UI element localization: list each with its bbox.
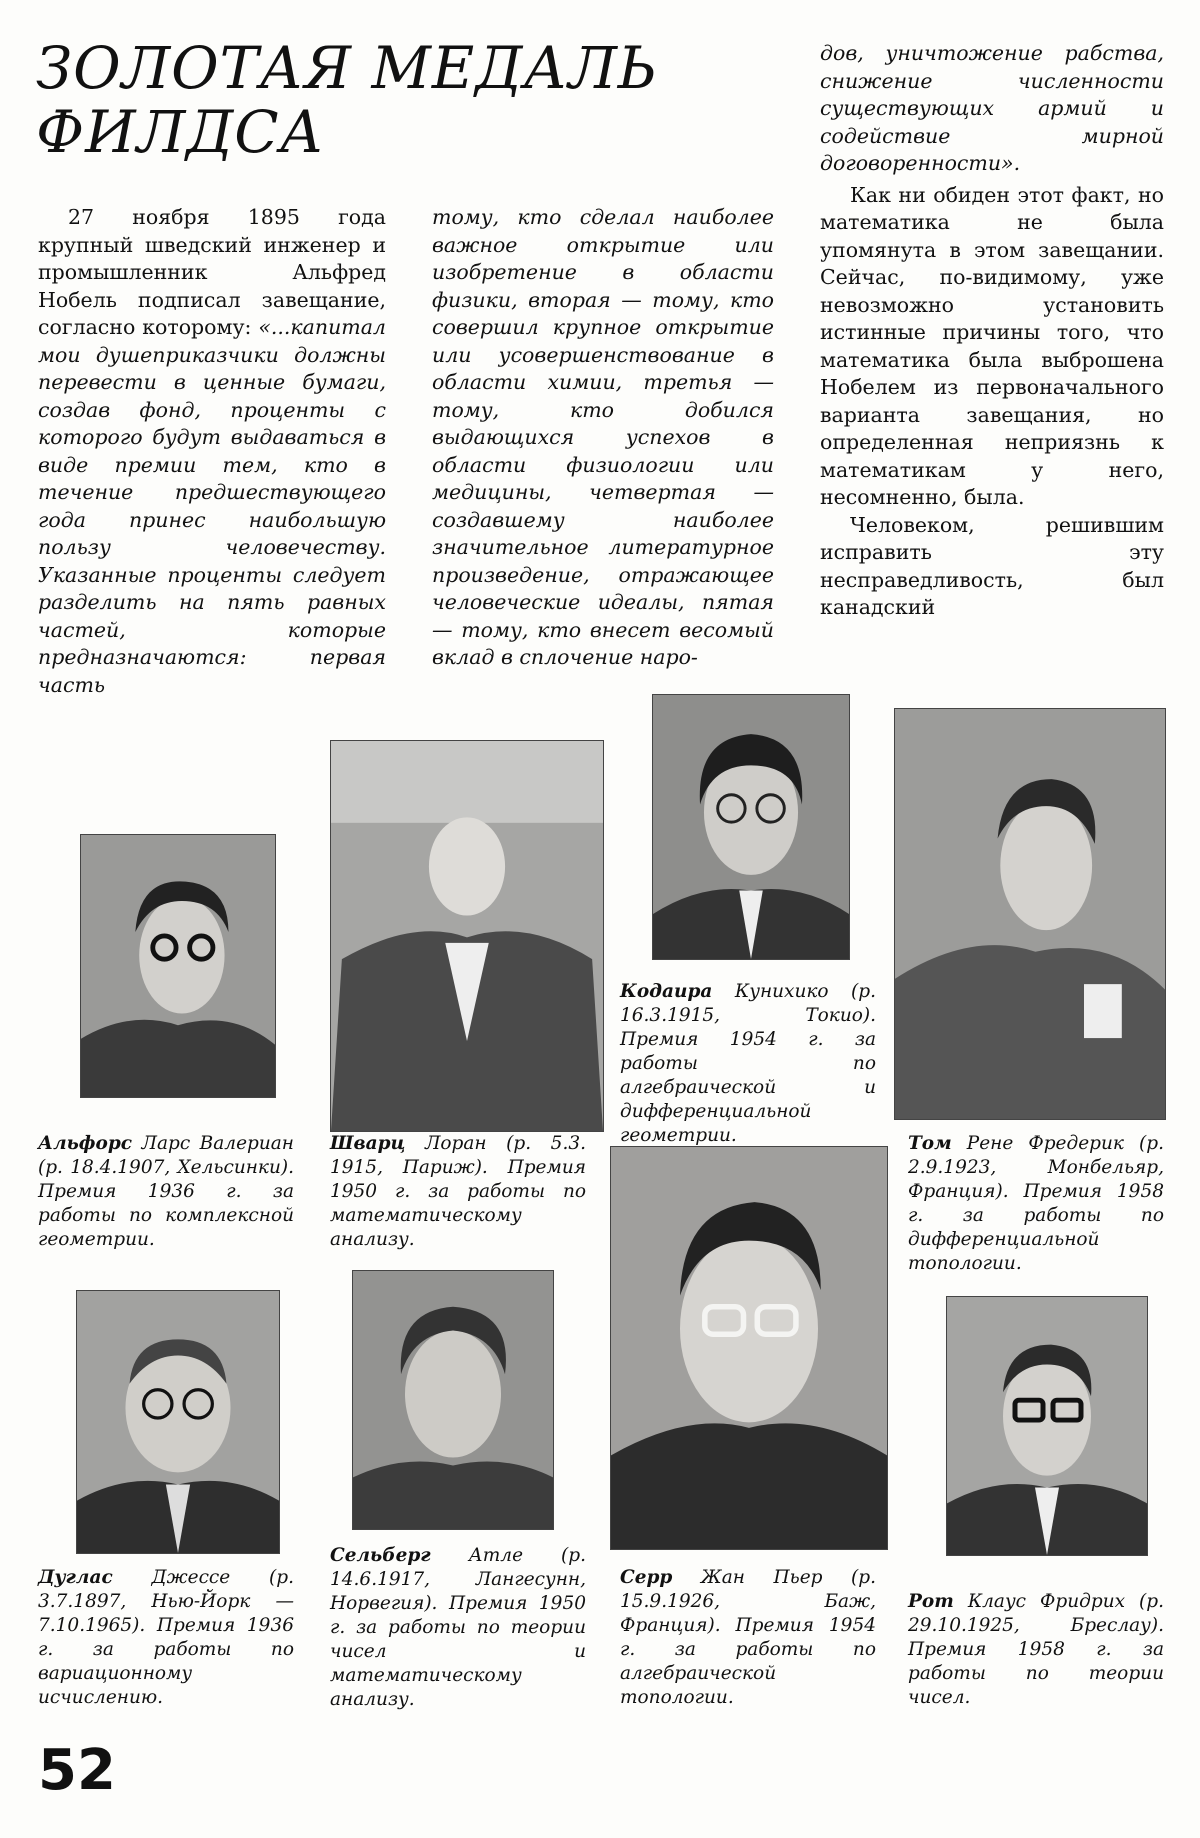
caption-ahlfors [38,1132,294,1252]
text-column-1 [38,204,386,699]
paragraph-correction: Человеком, решившим исправить эту несправедливость, был канадский [820,512,1164,619]
caption-schwartz [330,1132,586,1252]
caption-text: Рене Фредерик (р. 2.9.1923, Монбельяр, Франция). Премия 1958 г. за работы по дифференциальной топологии. [908,1133,1164,1274]
caption-name: Серр [620,1567,673,1588]
caption-thom [908,1132,1164,1276]
caption-text: Кунихико (р. 16.3.1915, Токио). Премия 1954 г. за работы по алгебраической и дифференциальной геометрии. [620,981,876,1146]
portrait-kodaira [652,694,850,960]
caption-text: Джессе (р. 3.7.1897, Нью-Йорк — 7.10.1965). Премия 1936 г. за работы по вариационному исчислению. [38,1567,294,1708]
caption-name: Сельберг [330,1545,431,1566]
text-column-3 [820,40,1164,622]
text-column-2 [432,204,774,672]
caption-name: Рот [908,1591,954,1612]
portrait-thom [894,708,1166,1120]
caption-name: Кодаира [620,981,713,1002]
caption-text: Атле (р. 14.6.1917, Лангесунн, Норвегия). Премия 1950 г. за работы по теории чисел и математическому анализу. [330,1545,586,1710]
caption-name: Дуглас [38,1567,113,1588]
article-title [36,36,676,164]
caption-text: Лоран (р. 5.3. 1915, Париж). Премия 1950 г. за работы по математическому анализу. [330,1133,586,1250]
title-line-2: ФИЛДСА [36,98,325,166]
title-line-1: ЗОЛОТАЯ МЕДАЛЬ [36,34,658,102]
caption-text: Клаус Фридрих (р. 29.10.1925, Бреслау). Премия 1958 г. за работы по теории чисел. [908,1591,1164,1708]
caption-name: Шварц [330,1133,406,1154]
portrait-roth [946,1296,1148,1556]
intro-text: 27 ноября 1895 года крупный шведский инженер и промышленник Альфред Нобель подписал завещание, согласно которому: [38,205,386,339]
paragraph-math-omitted: Как ни обиден этот факт, но математика не была упомянута в этом завещании. Сейчас, по-видимому, уже невозможно установить истинные причины того, что математика была выброшена Нобелем из первоначального варианта завещания, но определенная неприязнь к математикам у него, несомненно, была. [820,182,1164,509]
page-number: 52 [38,1738,116,1803]
portrait-ahlfors [80,834,276,1098]
caption-kodaira [620,980,876,1148]
caption-text: Жан Пьер (р. 15.9.1926, Баж, Франция). Премия 1954 г. за работы по алгебраической топологии. [620,1567,876,1708]
caption-roth [908,1590,1164,1710]
will-quote-part-3: дов, уничтожение рабства, снижение численности существующих армий и содействие мирной договоренности». [820,41,1164,175]
will-quote-part-1: «...капитал мои душеприказчики должны перевести в ценные бумаги, создав фонд, проценты с которого будут выдаваться в виде премии тем, кто в течение предшествующего года принес наибольшую пользу человечеству. Указанные проценты следует разделить на пять равных частей, которые предназначаются: первая часть [38,315,386,697]
caption-name: Том [908,1133,952,1154]
portrait-schwartz [330,740,604,1132]
portrait-serre [610,1146,888,1550]
caption-douglas [38,1566,294,1710]
caption-serre [620,1566,876,1710]
caption-selberg [330,1544,586,1712]
caption-text: Ларс Валериан (р. 18.4.1907, Хельсинки). Премия 1936 г. за работы по комплексной геометрии. [38,1133,294,1250]
portrait-douglas [76,1290,280,1554]
caption-name: Альфорс [38,1133,133,1154]
portrait-selberg [352,1270,554,1530]
will-quote-part-2: тому, кто сделал наиболее важное открытие или изобретение в области физики, вторая — тому, кто совершил крупное открытие или усовершенствование в области химии, третья — тому, кто добился выдающихся успехов в области физиологии или медицины, четвертая — создавшему наиболее значительное литературное произведение, отражающее человеческие идеалы, пятая — тому, кто внесет весомый вклад в сплочение наро- [432,205,774,669]
